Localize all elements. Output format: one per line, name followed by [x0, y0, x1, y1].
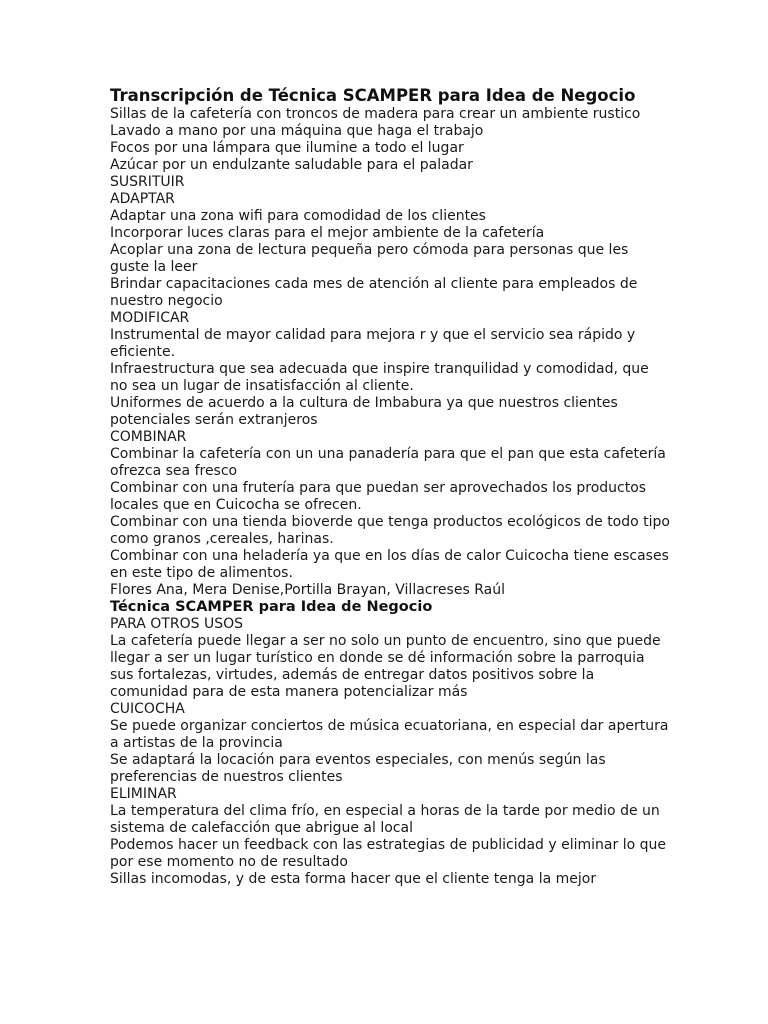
text-line: PARA OTROS USOS [110, 616, 244, 632]
text-line: Acoplar una zona de lectura pequeña pero cómoda para personas que les guste la leer [110, 242, 629, 275]
text-line: Combinar la cafetería con un una panadería para que el pan que esta cafetería ofrezca sea fresco [110, 446, 666, 479]
text-line: ADAPTAR [110, 191, 175, 207]
text-line: Sillas de la cafetería con troncos de madera para crear un ambiente rustico [110, 106, 641, 122]
section-part-1 [110, 106, 670, 599]
section-part-2 [110, 616, 670, 888]
text-line: Se adaptará la locación para eventos especiales, con menús según las preferencias de nuestros clientes [110, 752, 606, 785]
text-line: Se puede organizar conciertos de música ecuatoriana, en especial dar apertura a artistas de la provincia [110, 718, 669, 751]
text-line: Lavado a mano por una máquina que haga el trabajo [110, 123, 484, 139]
text-line: Combinar con una heladería ya que en los días de calor Cuicocha tiene escases en este tipo de alimentos. [110, 548, 669, 581]
text-line: Azúcar por un endulzante saludable para el paladar [110, 157, 473, 173]
text-line: Instrumental de mayor calidad para mejora r y que el servicio sea rápido y eficiente. [110, 327, 636, 360]
text-line: Podemos hacer un feedback con las estrategias de publicidad y eliminar lo que por ese momento no de resultado [110, 837, 666, 870]
text-line: MODIFICAR [110, 310, 190, 326]
text-line: La cafetería puede llegar a ser no solo un punto de encuentro, sino que puede llegar a ser un lugar turístico en donde se dé información sobre la parroquia sus fortalezas, virtudes, además de entregar datos positivos sobre la comunidad para de esta manera potencializar más [110, 633, 661, 700]
text-line: Brindar capacitaciones cada mes de atención al cliente para empleados de nuestro negocio [110, 276, 638, 309]
document-subtitle: Técnica SCAMPER para Idea de Negocio [110, 599, 433, 615]
text-line: Adaptar una zona wifi para comodidad de los clientes [110, 208, 486, 224]
text-line: Incorporar luces claras para el mejor ambiente de la cafetería [110, 225, 545, 241]
text-line: SUSRITUIR [110, 174, 185, 190]
text-line: Combinar con una frutería para que puedan ser aprovechados los productos locales que en Cuicocha se ofrecen. [110, 480, 647, 513]
text-line: La temperatura del clima frío, en especial a horas de la tarde por medio de un sistema de calefacción que abrigue al local [110, 803, 660, 836]
text-line: CUICOCHA [110, 701, 185, 717]
document-title: Transcripción de Técnica SCAMPER para Idea de Negocio [110, 86, 636, 105]
document-page [110, 86, 670, 888]
text-line: COMBINAR [110, 429, 187, 445]
text-line: ELIMINAR [110, 786, 177, 802]
text-line: Sillas incomodas, y de esta forma hacer que el cliente tenga la mejor [110, 871, 597, 887]
text-line: Flores Ana, Mera Denise,Portilla Brayan, Villacreses Raúl [110, 582, 505, 598]
text-line: Uniformes de acuerdo a la cultura de Imbabura ya que nuestros clientes potenciales serán extranjeros [110, 395, 618, 428]
text-line: Combinar con una tienda bioverde que tenga productos ecológicos de todo tipo como granos ,cereales, harinas. [110, 514, 670, 547]
text-line: Focos por una lámpara que ilumine a todo el lugar [110, 140, 464, 156]
text-line: Infraestructura que sea adecuada que inspire tranquilidad y comodidad, que no sea un lugar de insatisfacción al cliente. [110, 361, 649, 394]
